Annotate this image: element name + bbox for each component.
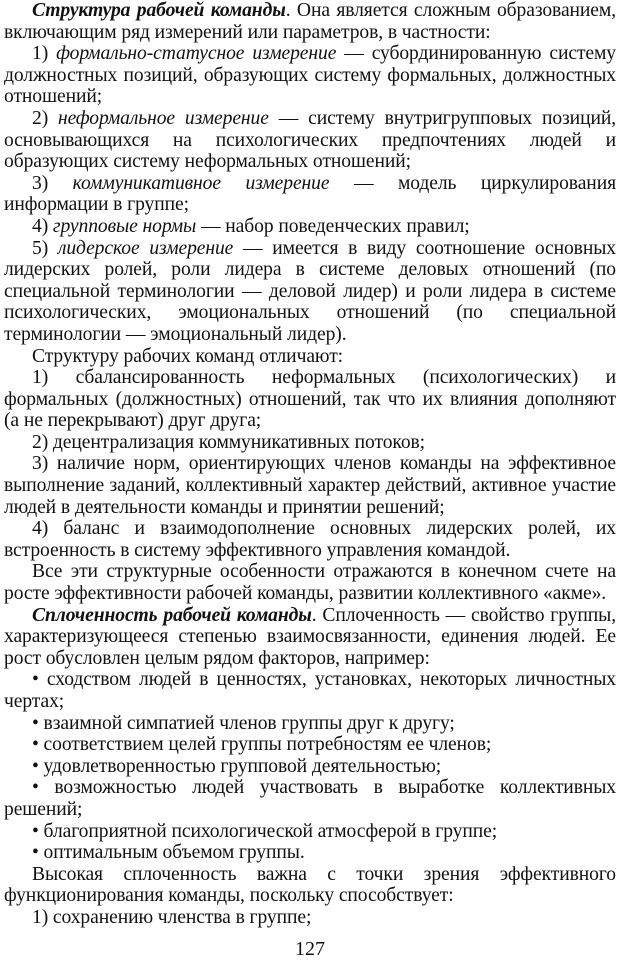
item-number: 2): [32, 107, 59, 129]
paragraph: Структуру рабочих команд отличают:: [32, 345, 344, 367]
paragraph-cohesion-heading: [4, 605, 616, 670]
paragraph-item: 1) сохранению членства в группе;: [32, 906, 312, 928]
paragraph-structure-heading: [4, 0, 616, 43]
paragraph-item: 3) наличие норм, ориентирующих членов команды на эффективное выполнение заданий, коллективный характер действий, активное участие людей в деятельности команды и принятии решений;: [4, 453, 616, 518]
item-number: 1): [32, 43, 57, 65]
bullet-item: • взаимной симпатией членов группы друг к другу;: [32, 712, 455, 734]
paragraph-item: [4, 43, 616, 108]
bullet-item: • оптимальным объемом группы.: [32, 842, 305, 864]
paragraph-text: . Сплоченность — свойство группы, характеризующееся степенью взаимосвязанности, единения людей. Ее рост обусловлен целым рядом факторов, например:: [4, 604, 616, 669]
paragraph-text: — систему внутригрупповых позиций, основывающихся на психологических предпочтениях людей и образующих систему неформальных отношений;: [4, 107, 617, 173]
paragraph-item: [4, 238, 616, 346]
paragraph-text: — субординированную систему должностных позиций, образующих систему формальных, должностных отношений;: [4, 43, 616, 108]
paragraph-item: [4, 108, 616, 173]
paragraph-item: [4, 216, 616, 238]
term: коммуникативное измерение: [72, 172, 330, 194]
item-number: 3): [32, 172, 73, 194]
paragraph: Все эти структурные особенности отражаются в конечном счете на росте эффективности рабочей команды, развитии коллективного «акме».: [4, 561, 616, 605]
term: групповые нормы: [52, 215, 197, 237]
paragraph-item: 4) баланс и взаимодополнение основных лидерских ролей, их встроенность в систему эффективного управления командой.: [4, 518, 616, 561]
paragraph-text: — модель циркулирования информации в группе;: [4, 172, 616, 216]
paragraph-text: — набор поведенческих правил;: [196, 215, 470, 237]
page-number: 127: [295, 938, 325, 960]
term-heading: Сплоченность рабочей команды: [32, 604, 312, 626]
bullet-item: • удовлетворенностью групповой деятельностью;: [32, 755, 442, 777]
paragraph-text: . Она является сложным образованием, включающим ряд измерений или параметров, в частности:: [4, 0, 617, 43]
item-number: 5): [32, 237, 58, 259]
term: формально-статусное измерение: [56, 43, 337, 65]
term: лидерское измерение: [57, 237, 234, 259]
bullet-item: • благоприятной психологической атмосферой в группе;: [32, 820, 498, 842]
paragraph-item: 2) децентрализация коммуникативных потоков;: [32, 431, 426, 453]
paragraph-item: [4, 173, 616, 216]
paragraph-text: — имеется в виду соотношение основных лидерских ролей, роли лидера в системе деловых отношений (по специальной терминологии — деловой лидер) и роли лидера в системе психологических, эмоциональных отношений (по специальной терминологии — эмоциональный лидер).: [4, 237, 616, 345]
bullet-item: • соответствием целей группы потребностям ее членов;: [32, 734, 492, 756]
term-heading: Структура рабочей команды: [32, 0, 286, 21]
item-number: 4): [32, 215, 53, 237]
body-text: [4, 0, 616, 929]
bullet-item: • возможностью людей участвовать в выработке коллективных решений;: [4, 777, 616, 820]
paragraph-item: 1) сбалансированность неформальных (психологических) и формальных (должностных) отношений, так что их влияния дополняют (а не перекрывают) друг друга;: [4, 367, 616, 432]
bullet-item: • сходством людей в ценностях, установках, некоторых личностных чертах;: [4, 669, 616, 712]
term: неформальное измерение: [58, 107, 269, 129]
paragraph: Высокая сплоченность важна с точки зрения эффективного функционирования команды, поскольку способствует:: [4, 863, 616, 907]
